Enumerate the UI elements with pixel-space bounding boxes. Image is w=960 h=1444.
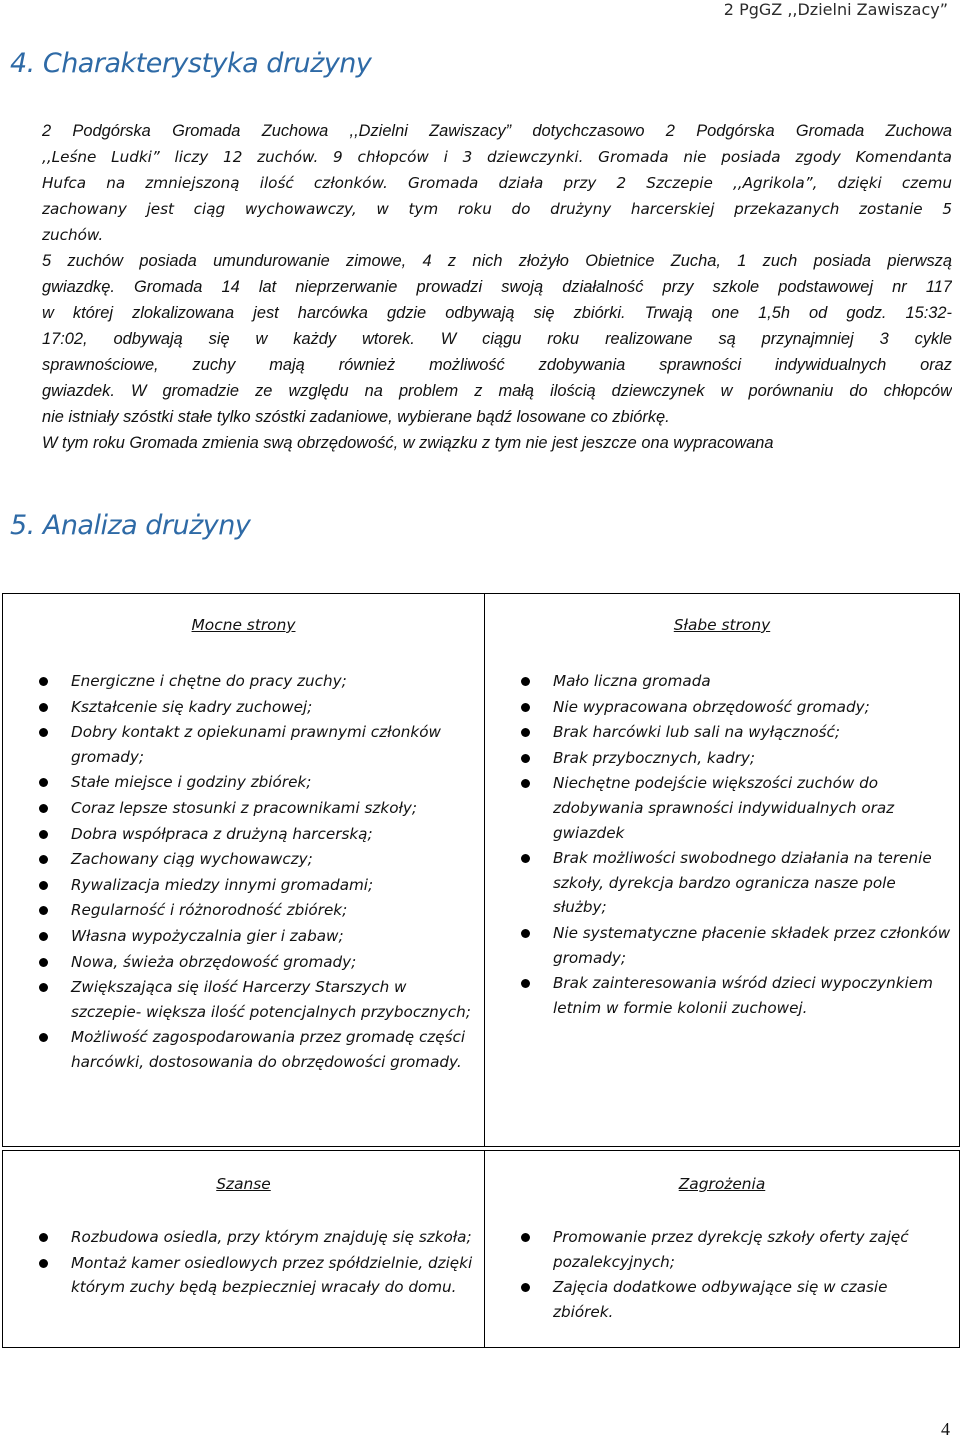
list-item: Zajęcia dodatkowe odbywające się w czasie zbiórek. bbox=[485, 1275, 959, 1324]
list-item: Brak harcówki lub sali na wyłączność; bbox=[485, 720, 959, 745]
list-item: Promowanie przez dyrekcję szkoły oferty zajęć pozalekcyjnych; bbox=[485, 1225, 959, 1274]
list-item: Rozbudowa osiedla, przy którym znajduję się szkoła; bbox=[3, 1225, 484, 1250]
section-4-body bbox=[42, 118, 952, 456]
threats-heading: Zagrożenia bbox=[678, 1175, 766, 1193]
page-number: 4 bbox=[941, 1419, 950, 1439]
list-item: Montaż kamer osiedlowych przez spółdzielnie, dzięki którym zuchy będą bezpieczniej wracały do domu. bbox=[3, 1251, 484, 1300]
weaknesses-heading: Słabe strony bbox=[673, 616, 771, 634]
list-item: Regularność i różnorodność zbiórek; bbox=[3, 898, 484, 923]
body-line-13: W tym roku Gromada zmienia swą obrzędowość, w związku z tym nie jest jeszcze ona wypracowana bbox=[42, 434, 774, 452]
list-item: Dobry kontakt z opiekunami prawnymi członków gromady; bbox=[3, 720, 484, 769]
list-item: Nowa, świeża obrzędowość gromady; bbox=[3, 950, 484, 975]
swot-top-table bbox=[2, 593, 960, 1147]
running-header: 2 PgGZ ,,Dzielni Zawiszacy” bbox=[723, 0, 948, 19]
list-item: Rywalizacja miedzy innymi gromadami; bbox=[3, 873, 484, 898]
body-line-11: gwiazdek. W gromadzie ze względu na problem z małą ilością dziewczynek w porównaniu do chłopców bbox=[42, 382, 952, 400]
opportunities-list bbox=[3, 1225, 484, 1301]
body-line-7: gwiazdkę. Gromada 14 lat nieprzerwanie prowadzi swoją działalność przy szkole podstawowej nr 117 bbox=[42, 278, 952, 296]
weaknesses-column bbox=[484, 594, 959, 1146]
body-line-9: 17:02, odbywają się w każdy wtorek. W ciągu roku realizowane są przynajmniej 3 cykle bbox=[42, 330, 952, 348]
threats-list bbox=[485, 1225, 959, 1325]
section-5-title: 5. Analiza drużyny bbox=[10, 510, 251, 541]
list-item: Możliwość zagospodarowania przez gromadę części harcówki, dostosowania do obrzędowości gromady. bbox=[3, 1025, 484, 1074]
weaknesses-list bbox=[485, 669, 959, 1021]
body-line-12: nie istniały szóstki stałe tylko szóstki zadaniowe, wybierane bądź losowane co zbiórkę. bbox=[42, 408, 670, 426]
list-item: Brak zainteresowania wśród dzieci wypoczynkiem letnim w formie kolonii zuchowej. bbox=[485, 971, 959, 1020]
threats-column bbox=[484, 1151, 959, 1347]
swot-bottom-table bbox=[2, 1150, 960, 1348]
list-item: Nie systematyczne płacenie składek przez członków gromady; bbox=[485, 921, 959, 970]
body-line-3: Hufca na zmniejszoną ilość członków. Gromada działa przy 2 Szczepie ,,Agrikola”, dzięki czemu bbox=[42, 174, 952, 192]
body-line-5: zuchów. bbox=[42, 226, 104, 244]
list-item: Brak możliwości swobodnego działania na terenie szkoły, dyrekcja bardzo ogranicza nasze pole służby; bbox=[485, 846, 959, 920]
list-item: Niechętne podejście większości zuchów do zdobywania sprawności indywidualnych oraz gwiazdek bbox=[485, 771, 959, 845]
list-item: Zachowany ciąg wychowawczy; bbox=[3, 847, 484, 872]
list-item: Dobra współpraca z drużyną harcerską; bbox=[3, 822, 484, 847]
list-item: Brak przybocznych, kadry; bbox=[485, 746, 959, 771]
strengths-list bbox=[3, 669, 484, 1076]
strengths-heading: Mocne strony bbox=[191, 616, 296, 634]
body-line-10: sprawnościowe, zuchy mają również możliwość zdobywania sprawności indywidualnych oraz bbox=[42, 356, 952, 374]
list-item: Coraz lepsze stosunki z pracownikami szkoły; bbox=[3, 796, 484, 821]
list-item: Mało liczna gromada bbox=[485, 669, 959, 694]
opportunities-heading: Szanse bbox=[216, 1175, 271, 1193]
opportunities-column bbox=[3, 1151, 484, 1347]
list-item: Nie wypracowana obrzędowość gromady; bbox=[485, 695, 959, 720]
list-item: Zwiększająca się ilość Harcerzy Starszych w szczepie- większa ilość potencjalnych przybocznych; bbox=[3, 975, 484, 1024]
list-item: Stałe miejsce i godziny zbiórek; bbox=[3, 770, 484, 795]
list-item: Własna wypożyczalnia gier i zabaw; bbox=[3, 924, 484, 949]
body-line-8: w której zlokalizowana jest harcówka gdzie odbywają się zbiórki. Trwają one 1,5h od godz. 15:32- bbox=[42, 304, 952, 322]
list-item: Kształcenie się kadry zuchowej; bbox=[3, 695, 484, 720]
body-line-4: zachowany jest ciąg wychowawczy, w tym roku do drużyny harcerskiej przekazanych zostanie 5 bbox=[42, 200, 952, 218]
list-item: Energiczne i chętne do pracy zuchy; bbox=[3, 669, 484, 694]
section-4-title: 4. Charakterystyka drużyny bbox=[10, 48, 372, 79]
body-line-1: 2 Podgórska Gromada Zuchowa ,,Dzielni Zawiszacy” dotychczasowo 2 Podgórska Gromada Zuchowa bbox=[42, 122, 952, 140]
strengths-column bbox=[3, 594, 484, 1146]
body-line-6: 5 zuchów posiada umundurowanie zimowe, 4 z nich złożyło Obietnice Zucha, 1 zuch posiada pierwszą bbox=[42, 252, 952, 270]
body-line-2: ,,Leśne Ludki” liczy 12 zuchów. 9 chłopców i 3 dziewczynki. Gromada nie posiada zgody Komendanta bbox=[42, 148, 952, 166]
